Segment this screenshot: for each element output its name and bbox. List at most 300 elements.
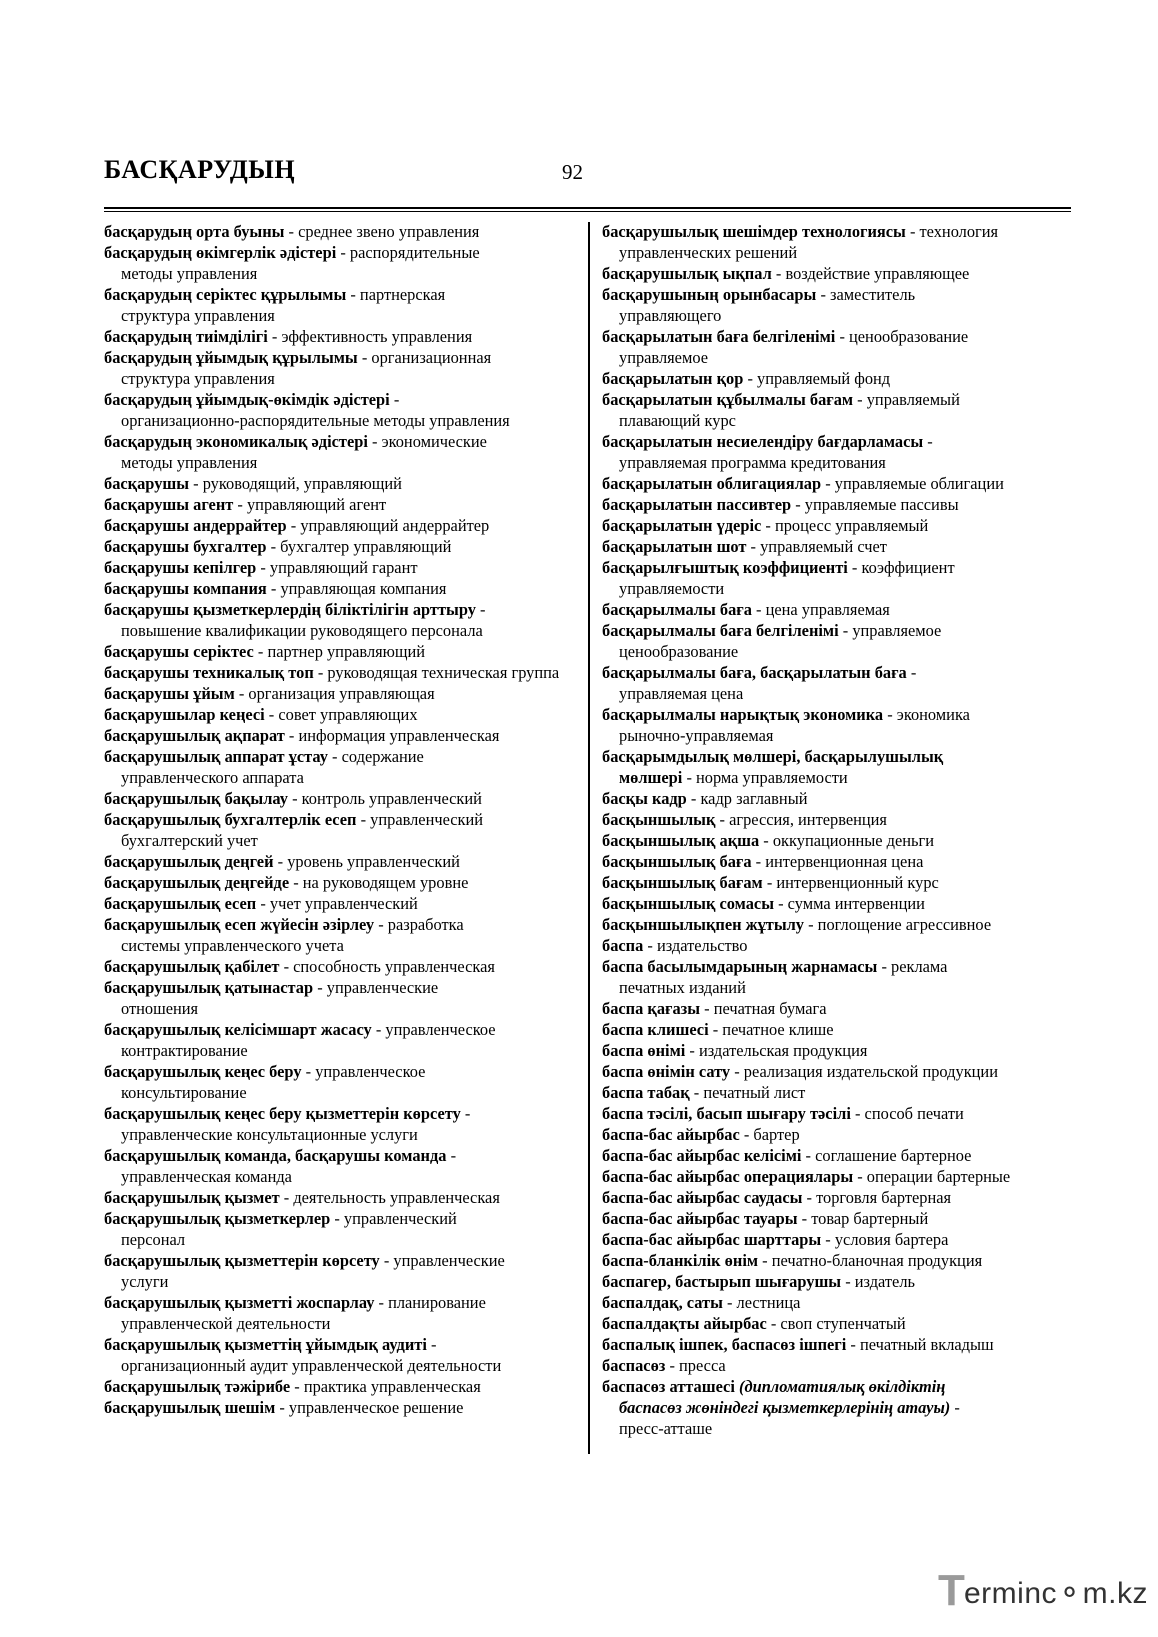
dictionary-entry xyxy=(104,1397,586,1418)
entry-definition: управляющий агент xyxy=(246,495,387,514)
entry-definition: сумма интервенции xyxy=(787,894,925,913)
entry-term: баспалдақ, саты xyxy=(602,1293,723,1312)
entry-definition: печатно-бланочная продукция xyxy=(771,1251,983,1270)
entry-definition: управленческие отношения xyxy=(121,978,439,1018)
entry-separator: - xyxy=(289,873,303,892)
entry-definition: коэффициент управляемости xyxy=(619,558,955,598)
dictionary-entry xyxy=(104,851,586,872)
entry-term: баспа xyxy=(602,936,644,955)
entry-separator: - xyxy=(460,1104,471,1123)
dictionary-entry xyxy=(602,1040,1080,1061)
entry-definition: управленческое контрактирование xyxy=(121,1020,496,1060)
entry-term: басқарылатын облигациялар xyxy=(602,474,822,493)
entry-term: басқарушылық бақылау xyxy=(104,789,288,808)
dictionary-entry xyxy=(104,1292,586,1334)
dictionary-entry xyxy=(104,536,586,557)
entry-term: баспасөз xyxy=(602,1356,666,1375)
entry-separator: - xyxy=(266,579,281,598)
dictionary-entry xyxy=(602,809,1080,830)
entry-separator: - xyxy=(313,978,327,997)
dictionary-entry xyxy=(602,1082,1080,1103)
entry-term: басқарылатын несиелендіру бағдарламасы xyxy=(602,432,924,451)
dictionary-entry xyxy=(602,326,1080,368)
entry-definition: руководящий, управляющий xyxy=(202,474,402,493)
dictionary-entry xyxy=(104,704,586,725)
entry-separator: - xyxy=(838,621,853,640)
entry-term: басқарушы серіктес xyxy=(104,642,254,661)
entry-separator: - xyxy=(475,600,486,619)
dictionary-entry xyxy=(104,326,586,347)
dictionary-entry xyxy=(602,1187,1080,1208)
entry-term: басқарушылық бухгалтерлік есеп xyxy=(104,810,357,829)
entry-definition: цена управляемая xyxy=(765,600,890,619)
entry-definition: способ печати xyxy=(864,1104,964,1123)
entry-separator: - xyxy=(264,705,279,724)
entry-term: баспа-бас айырбас саудасы xyxy=(602,1188,803,1207)
entry-definition: поглощение агрессивное xyxy=(817,915,992,934)
entry-term: басқарудың ұйымдық-өкімдік әдістері xyxy=(104,390,390,409)
dictionary-entry xyxy=(602,221,1080,263)
dictionary-entry xyxy=(602,1145,1080,1166)
dictionary-entry xyxy=(602,788,1080,809)
dictionary-entry xyxy=(602,494,1080,515)
entry-separator: - xyxy=(275,1398,289,1417)
entry-term: басқарылғыштық коэффициенті xyxy=(602,558,848,577)
entry-definition: организационный аудит управленческой деятельности xyxy=(121,1356,502,1375)
entry-separator: - xyxy=(665,1356,680,1375)
entry-term: басқарылатын пассивтер xyxy=(602,495,792,514)
entry-separator: - xyxy=(950,1398,960,1417)
entry-separator: - xyxy=(923,432,933,451)
left-column xyxy=(104,221,586,1418)
dictionary-entry xyxy=(602,431,1080,473)
terminkom-logo xyxy=(938,1566,1148,1616)
dictionary-entry xyxy=(602,263,1080,284)
entry-definition: соглашение бартерное xyxy=(815,1146,972,1165)
entry-separator: - xyxy=(267,327,282,346)
entry-separator: - xyxy=(682,768,696,787)
dictionary-entry xyxy=(602,599,1080,620)
dictionary-entry xyxy=(602,956,1080,998)
entry-separator: - xyxy=(906,663,917,682)
dictionary-entry xyxy=(104,1334,586,1376)
entry-term: басқарымдылық мөлшері, басқарылушылық мөлшері xyxy=(602,747,944,787)
header-rule-thick xyxy=(104,207,1071,209)
dictionary-entry xyxy=(104,1376,586,1397)
entry-separator: - xyxy=(284,222,299,241)
entry-term: басқыншылықпен жұтылу xyxy=(602,915,805,934)
entry-definition: издательство xyxy=(656,936,748,955)
dictionary-entry xyxy=(602,389,1080,431)
entry-separator: - xyxy=(643,936,657,955)
dictionary-entry xyxy=(602,1355,1080,1376)
dictionary-entry xyxy=(602,1229,1080,1250)
entry-definition: партнерская структура управления xyxy=(121,285,446,325)
dictionary-entry xyxy=(602,851,1080,872)
entry-separator: - xyxy=(801,1146,816,1165)
entry-term: басқарудың орта буыны xyxy=(104,222,285,241)
entry-term: басқарушылық ақпарат xyxy=(104,726,285,745)
entry-separator: - xyxy=(446,1146,457,1165)
dictionary-entry xyxy=(104,746,586,788)
dictionary-entry xyxy=(602,1166,1080,1187)
dictionary-entry xyxy=(602,1124,1080,1145)
entry-separator: - xyxy=(797,1209,812,1228)
entry-term: басқарылмалы баға xyxy=(602,600,752,619)
dictionary-entry xyxy=(602,1313,1080,1334)
entry-definition: операции бартерные xyxy=(866,1167,1011,1186)
entry-separator: - xyxy=(371,1020,386,1039)
entry-definition: совет управляющих xyxy=(278,705,418,724)
dictionary-entry xyxy=(602,1250,1080,1271)
entry-definition: практика управленческая xyxy=(303,1377,481,1396)
entry-term: басқарушылық деңгей xyxy=(104,852,274,871)
entry-term: басқарудың ұйымдық құрылымы xyxy=(104,348,358,367)
dictionary-entry xyxy=(602,1271,1080,1292)
entry-definition: организационная структура управления xyxy=(121,348,492,388)
entry-separator: - xyxy=(743,369,757,388)
entry-term: басқарушылық шешім xyxy=(104,1398,276,1417)
entry-separator: - xyxy=(279,957,294,976)
entry-separator: - xyxy=(751,852,766,871)
dictionary-entry xyxy=(602,1292,1080,1313)
entry-separator: - xyxy=(279,1188,294,1207)
dictionary-entry xyxy=(104,599,586,641)
entry-term: басқарушылық қызмет xyxy=(104,1188,280,1207)
entry-definition: способность управленческая xyxy=(293,957,495,976)
entry-definition: заместитель управляющего xyxy=(619,285,916,325)
entry-separator: - xyxy=(774,894,788,913)
entry-term: баспа басылымдарының жарнамасы xyxy=(602,957,878,976)
entry-definition: печатный лист xyxy=(703,1083,806,1102)
entry-separator: - xyxy=(821,474,835,493)
entry-separator: - xyxy=(802,1188,817,1207)
entry-term: баспа-бас айырбас xyxy=(602,1125,740,1144)
entry-term: баспа-бас айырбас шарттары xyxy=(602,1230,822,1249)
entry-separator: - xyxy=(759,831,773,850)
entry-term: баспа өнімі xyxy=(602,1041,686,1060)
entry-separator: - xyxy=(256,894,270,913)
entry-separator: - xyxy=(284,726,299,745)
entry-separator: - xyxy=(877,957,892,976)
entry-term: басқарушылық аппарат ұстау xyxy=(104,747,328,766)
entry-definition: управленческие услуги xyxy=(121,1251,505,1291)
entry-definition: руководящая техническая группа xyxy=(327,663,560,682)
entry-definition: управленческое консультирование xyxy=(121,1062,426,1102)
entry-separator: - xyxy=(374,915,388,934)
entry-definition: реклама печатных изданий xyxy=(619,957,948,997)
dictionary-entry xyxy=(104,1145,586,1187)
entry-separator: - xyxy=(850,1104,865,1123)
dictionary-entry xyxy=(602,935,1080,956)
entry-term: баспа табақ xyxy=(602,1083,690,1102)
entry-definition: учет управленческий xyxy=(269,894,418,913)
dictionary-entry xyxy=(602,1061,1080,1082)
entry-definition: кадр заглавный xyxy=(700,789,808,808)
entry-separator: - xyxy=(327,747,342,766)
entry-term: басқыншылық ақша xyxy=(602,831,760,850)
entry-term: баспа өнімін сату xyxy=(602,1062,731,1081)
entry-separator: - xyxy=(791,495,805,514)
dictionary-entry xyxy=(602,704,1080,746)
entry-definition: среднее звено управления xyxy=(298,222,480,241)
entry-definition: лестница xyxy=(736,1293,801,1312)
entry-term: басқыншылық бағам xyxy=(602,873,763,892)
entry-term: баспа қағазы xyxy=(602,999,701,1018)
entry-term: басқарудың өкімгерлік әдістері xyxy=(104,243,337,262)
dictionary-entry xyxy=(602,662,1080,704)
entry-separator: - xyxy=(290,1377,304,1396)
dictionary-entry xyxy=(104,431,586,473)
entry-separator: - xyxy=(883,705,897,724)
entry-term: басқарушылық деңгейде xyxy=(104,873,290,892)
entry-term: басқарушылық есеп жүйесін әзірлеу xyxy=(104,915,375,934)
dictionary-entry xyxy=(104,893,586,914)
entry-definition: агрессия, интервенция xyxy=(729,810,887,829)
entry-term: басқарушылық қызметтің ұйымдық аудиті xyxy=(104,1335,427,1354)
entry-definition: информация управленческая xyxy=(298,726,500,745)
entry-term: басқарылатын құбылмалы бағам xyxy=(602,390,854,409)
entry-term: басқыншылық баға xyxy=(602,852,752,871)
entry-term: басқарылмалы баға, басқарылатын баға xyxy=(602,663,907,682)
entry-separator: - xyxy=(821,1230,835,1249)
entry-separator: - xyxy=(374,1293,389,1312)
entry-term: басқарушы андеррайтер xyxy=(104,516,287,535)
entry-definition: интервенционная цена xyxy=(765,852,924,871)
entry-term: басқарушы компания xyxy=(104,579,267,598)
dictionary-entry xyxy=(104,389,586,431)
entry-definition: торговля бартерная xyxy=(816,1188,952,1207)
entry-separator: - xyxy=(253,642,268,661)
dictionary-entry xyxy=(104,1208,586,1250)
entry-term: басқарушылық келісімшарт жасасу xyxy=(104,1020,372,1039)
entry-term: басқарылатын үдеріс xyxy=(602,516,762,535)
dictionary-entry xyxy=(104,284,586,326)
entry-definition: интервенционный курс xyxy=(776,873,939,892)
entry-separator: - xyxy=(853,390,867,409)
dictionary-entry xyxy=(602,368,1080,389)
entry-term: басқарушы ұйым xyxy=(104,684,235,703)
entry-term: басқарушылық кеңес беру қызметтерін көрсету xyxy=(104,1104,461,1123)
entry-separator: - xyxy=(336,243,350,262)
dictionary-entry xyxy=(104,683,586,704)
entry-separator: - xyxy=(287,789,302,808)
dictionary-entry xyxy=(104,515,586,536)
entry-definition: ценообразование управляемое xyxy=(619,327,969,367)
dictionary-entry xyxy=(602,998,1080,1019)
entry-term: басқарушы xyxy=(104,474,190,493)
entry-separator: - xyxy=(689,1083,704,1102)
entry-separator: - xyxy=(700,999,714,1018)
entry-definition: норма управляемости xyxy=(696,768,848,787)
entry-definition: управляемая цена xyxy=(619,684,744,703)
entry-separator: - xyxy=(746,537,761,556)
entry-separator: - xyxy=(708,1020,723,1039)
entry-separator: - xyxy=(739,1125,754,1144)
entry-definition: управленческое решение xyxy=(288,1398,464,1417)
dictionary-entry xyxy=(602,557,1080,599)
entry-term: басқарушылық қызметтерін көрсету xyxy=(104,1251,380,1270)
dictionary-entry xyxy=(104,725,586,746)
dictionary-entry xyxy=(602,1208,1080,1229)
dictionary-entry xyxy=(602,284,1080,326)
entry-definition: содержание управленческого аппарата xyxy=(121,747,424,787)
entry-definition: бартер xyxy=(753,1125,800,1144)
entry-separator: - xyxy=(330,1209,344,1228)
entry-definition: управленческие консультационные услуги xyxy=(121,1125,418,1144)
dictionary-entry xyxy=(602,914,1080,935)
dictionary-entry xyxy=(602,536,1080,557)
entry-separator: - xyxy=(761,516,775,535)
dictionary-entry xyxy=(104,221,586,242)
entry-separator: - xyxy=(841,1272,855,1291)
dictionary-entry xyxy=(602,830,1080,851)
entry-note: (дипломатиялық өкілдіктің баспасөз жөніндегі қызметкерлерінің атауы) xyxy=(619,1377,951,1417)
entry-separator: - xyxy=(313,663,328,682)
entry-term: басқарушының орынбасары xyxy=(602,285,817,304)
entry-definition: управляемый счет xyxy=(760,537,887,556)
entry-separator: - xyxy=(816,285,830,304)
entry-separator: - xyxy=(685,1041,699,1060)
entry-definition: управляющая компания xyxy=(280,579,447,598)
dictionary-entry xyxy=(602,872,1080,893)
entry-separator: - xyxy=(762,873,777,892)
entry-term: басқарушылық қызметті жоспарлау xyxy=(104,1293,375,1312)
entry-term: басқарушылық қабілет xyxy=(104,957,280,976)
entry-definition: процесс управляемый xyxy=(774,516,929,535)
entry-definition: распорядительные методы управления xyxy=(121,243,480,283)
entry-definition: управляющий гарант xyxy=(269,558,418,577)
entry-separator: - xyxy=(835,327,849,346)
entry-definition: воздействие управляющее xyxy=(785,264,970,283)
entry-term: басқыншылық xyxy=(602,810,716,829)
entry-term: баспа клишесі xyxy=(602,1020,709,1039)
entry-definition: экономические методы управления xyxy=(121,432,487,472)
entry-term: баспалдақты айырбас xyxy=(602,1314,767,1333)
entry-separator: - xyxy=(389,390,400,409)
dictionary-entry xyxy=(104,347,586,389)
entry-separator: - xyxy=(686,789,701,808)
entry-definition: печатная бумага xyxy=(713,999,827,1018)
dictionary-entry xyxy=(104,1103,586,1145)
entry-term: баспагер, бастырып шығарушы xyxy=(602,1272,842,1291)
dictionary-entry xyxy=(602,515,1080,536)
dictionary-entry xyxy=(602,1334,1080,1355)
entry-term: баспа тәсілі, басып шығару тәсілі xyxy=(602,1104,851,1123)
entry-definition: печатное клише xyxy=(722,1020,834,1039)
entry-definition: управляющий андеррайтер xyxy=(300,516,490,535)
entry-definition: эффективность управления xyxy=(281,327,473,346)
entry-term: басқарушылық кеңес беру xyxy=(104,1062,302,1081)
entry-term: басқарушылық қызметкерлер xyxy=(104,1209,331,1228)
entry-term: басқарылатын шот xyxy=(602,537,747,556)
entry-definition: управляемый плавающий курс xyxy=(619,390,960,430)
dictionary-entry xyxy=(104,872,586,893)
entry-definition: реализация издательской продукции xyxy=(743,1062,998,1081)
dictionary-entry xyxy=(602,1103,1080,1124)
dictionary-entry xyxy=(104,914,586,956)
entry-definition: управленческий бухгалтерский учет xyxy=(121,810,484,850)
entry-definition: контроль управленческий xyxy=(301,789,482,808)
dictionary-entry xyxy=(104,494,586,515)
dictionary-entry xyxy=(602,1019,1080,1040)
entry-term: басқарушылық қатынастар xyxy=(104,978,314,997)
entry-term: басқы кадр xyxy=(602,789,687,808)
entry-separator: - xyxy=(722,1293,737,1312)
entry-definition: повышение квалификации руководящего персонала xyxy=(121,621,483,640)
entry-definition: технология управленческих решений xyxy=(619,222,999,262)
entry-term: басқарушы бухгалтер xyxy=(104,537,267,556)
entry-definition: на руководящем уровне xyxy=(302,873,469,892)
dictionary-entry xyxy=(104,242,586,284)
entry-definition: бухгалтер управляющий xyxy=(280,537,452,556)
entry-separator: - xyxy=(426,1335,437,1354)
entry-term: басқарылатын қор xyxy=(602,369,744,388)
entry-separator: - xyxy=(273,852,288,871)
dictionary-entry xyxy=(104,641,586,662)
entry-term: басқарудың тиімділігі xyxy=(104,327,268,346)
entry-separator: - xyxy=(367,432,382,451)
entry-definition: управляемые пассивы xyxy=(804,495,959,514)
entry-separator: - xyxy=(730,1062,744,1081)
dictionary-entry xyxy=(602,473,1080,494)
entry-term: басқарылатын баға белгіленімі xyxy=(602,327,836,346)
dictionary-entry xyxy=(104,662,586,683)
entry-separator: - xyxy=(379,1251,394,1270)
entry-separator: - xyxy=(266,537,281,556)
entry-term: баспа-бас айырбас келісімі xyxy=(602,1146,802,1165)
entry-term: баспа-бланкілік өнім xyxy=(602,1251,759,1270)
entry-definition: управляемые облигации xyxy=(834,474,1004,493)
dictionary-entry xyxy=(602,1376,1080,1439)
entry-definition: деятельность управленческая xyxy=(293,1188,500,1207)
entry-separator: - xyxy=(233,495,247,514)
dictionary-entry xyxy=(104,578,586,599)
entry-definition: разработка системы управленческого учета xyxy=(121,915,464,955)
entry-definition: организация управляющая xyxy=(248,684,435,703)
logo-text: erminc⚬m.kz xyxy=(964,1577,1148,1610)
entry-definition: управляемое ценообразование xyxy=(619,621,942,661)
dictionary-entry xyxy=(602,893,1080,914)
entry-definition: условия бартера xyxy=(834,1230,949,1249)
entry-term: баспа-бас айырбас тауары xyxy=(602,1209,798,1228)
entry-separator: - xyxy=(356,810,371,829)
entry-definition: управляемая программа кредитования xyxy=(619,453,886,472)
entry-definition: товар бартерный xyxy=(811,1209,929,1228)
entry-definition: уровень управленческий xyxy=(287,852,460,871)
entry-definition: управляемый фонд xyxy=(757,369,891,388)
entry-term: басқарылмалы нарықтық экономика xyxy=(602,705,884,724)
entry-term: басқарушылық шешімдер технологиясы xyxy=(602,222,906,241)
entry-separator: - xyxy=(758,1251,772,1270)
dictionary-entry xyxy=(104,1187,586,1208)
page-number: 92 xyxy=(562,160,583,184)
entry-definition: пресс-атташе xyxy=(619,1419,713,1438)
entry-separator: - xyxy=(189,474,203,493)
entry-separator: - xyxy=(847,558,862,577)
entry-term: басқарушы қызметкерлердің біліктілігін арттыру xyxy=(104,600,476,619)
entry-separator: - xyxy=(853,1167,867,1186)
entry-separator: - xyxy=(766,1314,781,1333)
entry-separator: - xyxy=(751,600,766,619)
entry-definition: своп ступенчатый xyxy=(780,1314,906,1333)
entry-term: басқарушы агент xyxy=(104,495,234,514)
entry-definition: управленческая команда xyxy=(121,1167,292,1186)
entry-definition: организационно-распорядительные методы управления xyxy=(121,411,510,430)
entry-term: баспалық ішпек, баспасөз ішпегі xyxy=(602,1335,847,1354)
dictionary-entry xyxy=(104,1019,586,1061)
header-rule-thin xyxy=(104,211,1071,212)
